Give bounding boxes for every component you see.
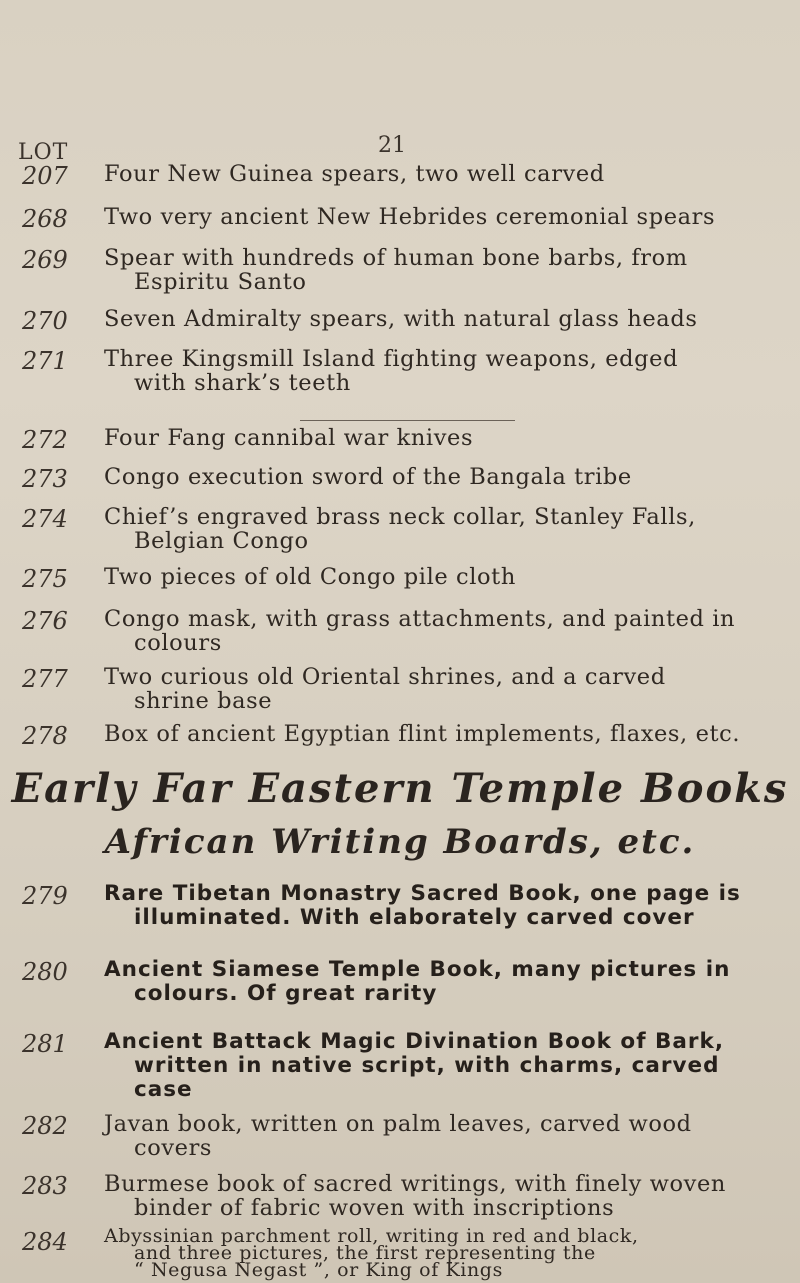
lot-description: Ancient Siamese Temple Book, many pictures in colours. Of great rarity bbox=[104, 957, 731, 1006]
lot-number: 282 bbox=[22, 1112, 68, 1140]
lot-description: Javan book, written on palm leaves, carved wood covers bbox=[104, 1111, 692, 1161]
section-heading-line1: Early Far Eastern Temple Books bbox=[11, 765, 789, 812]
lot-description: Two pieces of old Congo pile cloth bbox=[104, 564, 516, 590]
lot-description: Rare Tibetan Monastry Sacred Book, one page is illuminated. With elaborately carved cover bbox=[104, 881, 741, 930]
lot-description: Congo mask, with grass attachments, and painted in colours bbox=[104, 606, 736, 656]
lot-number: 281 bbox=[22, 1030, 68, 1058]
lot-description: Two very ancient New Hebrides ceremonial spears bbox=[104, 204, 716, 230]
lot-description: Four New Guinea spears, two well carved bbox=[104, 161, 605, 187]
lot-number: 272 bbox=[22, 426, 68, 454]
lot-number: 278 bbox=[22, 722, 68, 750]
lot-description: Spear with hundreds of human bone barbs, from Espiritu Santo bbox=[104, 245, 688, 295]
lot-number: 276 bbox=[22, 607, 68, 635]
lot-description: Three Kingsmill Island fighting weapons, edged with shark’s teeth bbox=[104, 346, 679, 396]
lot-description: Seven Admiralty spears, with natural glass heads bbox=[104, 306, 698, 332]
lot-description: Chief’s engraved brass neck collar, Stanley Falls, Belgian Congo bbox=[104, 504, 696, 554]
lot-number: 283 bbox=[22, 1172, 68, 1200]
lot-number: 279 bbox=[22, 882, 68, 910]
lot-number: 284 bbox=[22, 1228, 68, 1256]
page-number: 21 bbox=[378, 133, 406, 158]
lot-description: Burmese book of sacred writings, with finely woven binder of fabric woven with inscriptions bbox=[104, 1171, 726, 1221]
lot-description: Box of ancient Egyptian flint implements, flaxes, etc. bbox=[104, 721, 741, 747]
lot-description: Two curious old Oriental shrines, and a carved shrine base bbox=[104, 664, 666, 714]
lot-number: 277 bbox=[22, 665, 68, 693]
lot-number: 268 bbox=[22, 205, 68, 233]
lot-number: 275 bbox=[22, 565, 68, 593]
lot-column-heading: LOT bbox=[18, 140, 69, 165]
lot-description: Congo execution sword of the Bangala tribe bbox=[104, 464, 632, 490]
lot-number: 269 bbox=[22, 246, 68, 274]
lot-description: Four Fang cannibal war knives bbox=[104, 425, 474, 451]
section-heading-line2: African Writing Boards, etc. bbox=[104, 822, 696, 862]
lot-description: Ancient Battack Magic Divination Book of Bark, written in native script, with charms, carved case bbox=[104, 1029, 725, 1102]
lot-number: 270 bbox=[22, 307, 68, 335]
lot-number: 274 bbox=[22, 505, 68, 533]
lot-number: 273 bbox=[22, 465, 68, 493]
lot-number: 207 bbox=[22, 162, 68, 190]
lot-number: 280 bbox=[22, 958, 68, 986]
lot-description: Abyssinian parchment roll, writing in red and black, and three pictures, the first representing the “ Negusa Negast ”, or King of Kings bbox=[104, 1225, 639, 1281]
lot-number: 271 bbox=[22, 347, 68, 375]
divider-rule bbox=[300, 420, 515, 421]
